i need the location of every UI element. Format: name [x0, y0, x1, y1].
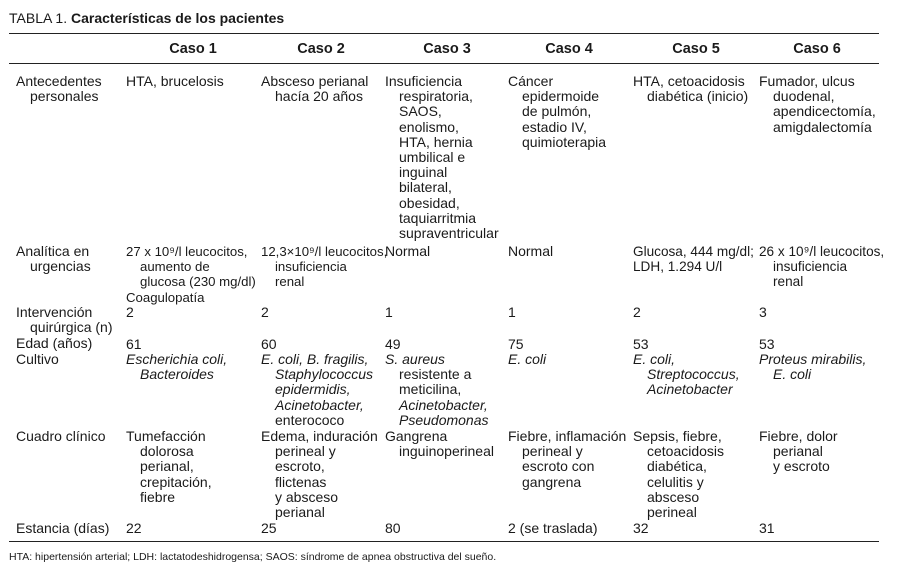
row-label-intervencion: Intervención quirúrgica (n) — [16, 304, 113, 336]
cell-antecedentes-caso-5: HTA, cetoacidosis diabética (inicio) — [633, 73, 749, 105]
row-label-cultivo: Cultivo — [16, 351, 59, 367]
cell-cultivo-caso-5: E. coli, Streptococcus, Acinetobacter — [633, 351, 740, 398]
cell-analitica-caso-4: Normal — [508, 243, 554, 259]
cell-edad-caso-1: 61 — [126, 336, 142, 352]
header-caso-1: Caso 1 — [169, 41, 217, 57]
cell-edad-caso-5: 53 — [633, 336, 649, 352]
cell-cuadro-caso-1: Tumefacción dolorosa perianal, crepitación, fiebre — [126, 428, 212, 505]
footnote: HTA: hipertensión arterial; LDH: lactatodeshidrogensa; SAOS: síndrome de apnea obstructiva del sueño. — [9, 551, 497, 563]
cell-intervencion-caso-5: 2 — [633, 304, 641, 320]
cell-edad-caso-2: 60 — [261, 336, 277, 352]
cell-edad-caso-4: 75 — [508, 336, 524, 352]
cell-cuadro-caso-6: Fiebre, dolor perianal y escroto — [759, 428, 838, 475]
cell-estancia-caso-6: 31 — [759, 520, 775, 536]
cell-cuadro-caso-3: Gangrena inguinoperineal — [385, 428, 494, 460]
row-label-estancia: Estancia (días) — [16, 520, 110, 536]
cell-cultivo-caso-1: Escherichia coli, Bacteroides — [126, 351, 228, 383]
cell-intervencion-caso-4: 1 — [508, 304, 516, 320]
cell-antecedentes-caso-2: Absceso perianal hacía 20 años — [261, 73, 369, 105]
cell-estancia-caso-5: 32 — [633, 520, 649, 536]
cell-antecedentes-caso-4: Cáncer epidermoide de pulmón, estadio IV, quimioterapia — [508, 73, 607, 150]
cell-analitica-caso-1: 27 x 10⁹/l leucocitos, aumento de glucosa (230 mg/dl) Coagulopatía — [126, 244, 256, 305]
row-label-antecedentes: Antecedentes personales — [16, 73, 102, 105]
header-caso-6: Caso 6 — [793, 41, 841, 57]
cell-estancia-caso-3: 80 — [385, 520, 401, 536]
cell-edad-caso-6: 53 — [759, 336, 775, 352]
cell-cuadro-caso-5: Sepsis, fiebre, cetoacidosis diabética, celulitis y absceso perineal — [633, 428, 725, 521]
cell-estancia-caso-4: 2 (se traslada) — [508, 520, 598, 536]
cell-analitica-caso-5: Glucosa, 444 mg/dl; LDH, 1.294 U/l — [633, 244, 754, 275]
cell-intervencion-caso-3: 1 — [385, 304, 393, 320]
header-caso-4: Caso 4 — [545, 41, 593, 57]
cell-antecedentes-caso-3: Insuficiencia respiratoria, SAOS, enolismo, HTA, hernia umbilical e inguinal bilateral, obesidad, taquiarritmia supraventricular — [385, 73, 499, 242]
cell-cuadro-caso-4: Fiebre, inflamación perineal y escroto con gangrena — [508, 428, 627, 490]
cell-antecedentes-caso-1: HTA, brucelosis — [126, 73, 224, 89]
header-caso-3: Caso 3 — [423, 41, 471, 57]
cell-analitica-caso-3: Normal — [385, 243, 431, 259]
row-label-cuadro: Cuadro clínico — [16, 428, 106, 444]
cell-cultivo-caso-4: E. coli — [508, 351, 547, 367]
cell-cuadro-caso-2: Edema, induración perineal y escroto, flictenas y absceso perianal — [261, 428, 378, 521]
table-caption: Características de los pacientes — [71, 10, 285, 26]
header-caso-2: Caso 2 — [297, 41, 345, 57]
row-label-analitica: Analítica en urgencias — [16, 243, 91, 275]
top-rule — [9, 33, 879, 34]
cell-cultivo-caso-2: E. coli, B. fragilis, Staphylococcus epidermidis, Acinetobacter, enterococo — [261, 351, 374, 428]
table-number: TABLA 1. — [9, 10, 68, 26]
cell-intervencion-caso-6: 3 — [759, 304, 767, 320]
header-rule — [9, 63, 879, 64]
cell-analitica-caso-6: 26 x 10⁹/l leucocitos, insuficiencia renal — [759, 244, 885, 290]
bottom-rule — [9, 541, 879, 542]
cell-intervencion-caso-2: 2 — [261, 304, 269, 320]
cell-antecedentes-caso-6: Fumador, ulcus duodenal, apendicectomía, amigdalectomía — [759, 73, 876, 135]
cell-intervencion-caso-1: 2 — [126, 304, 134, 320]
header-caso-5: Caso 5 — [672, 41, 720, 57]
cell-edad-caso-3: 49 — [385, 336, 401, 352]
row-label-edad: Edad (años) — [16, 335, 93, 351]
table-title — [9, 9, 284, 27]
cell-estancia-caso-2: 25 — [261, 520, 277, 536]
cell-estancia-caso-1: 22 — [126, 520, 142, 536]
cell-cultivo-caso-3: S. aureus resistente a meticilina, Acinetobacter, Pseudomonas — [385, 351, 489, 428]
cell-cultivo-caso-6: Proteus mirabilis, E. coli — [759, 351, 867, 383]
cell-analitica-caso-2: 12,3×10⁹/l leucocitos, insuficiencia renal — [261, 244, 388, 290]
